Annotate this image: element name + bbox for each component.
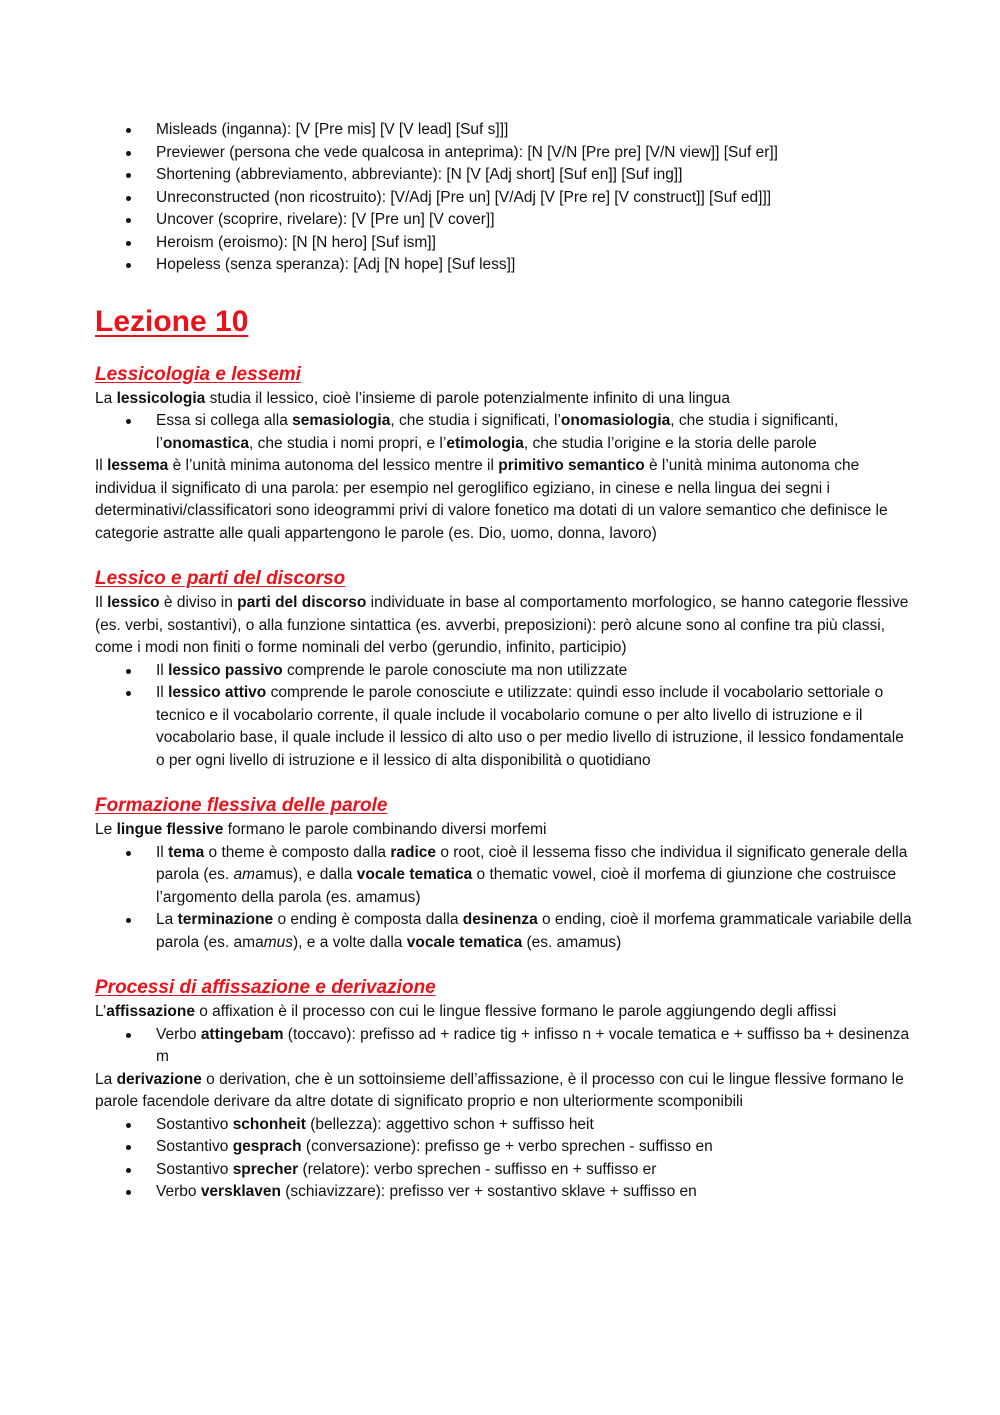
section-heading-lessico: Lessico e parti del discorso — [95, 568, 346, 589]
paragraph: Il lessico è diviso in parti del discorso individuate in base al comportamento morfologico, se hanno categorie flessive (es. verbi, sostantivi), o alla funzione sintattica (es. avverbi, preposizioni): però alcune sono al confine tra più classi, come i modi non finiti o forme nominali del verbo (gerundio, infinito, participio) — [95, 594, 909, 656]
list-item: Uncover (scoprire, rivelare): [V [Pre un] [V cover]] — [95, 209, 915, 232]
list-item: Il lessico passivo comprende le parole conosciute ma non utilizzate — [95, 660, 915, 683]
list-item: Verbo attingebam (toccavo): prefisso ad + radice tig + infisso n + vocale tematica e + suffisso ba + desinenza m — [95, 1024, 915, 1069]
paragraph: La lessicologia studia il lessico, cioè l’insieme di parole potenzialmente infinito di una lingua — [95, 389, 731, 407]
list-item: Hopeless (senza speranza): [Adj [N hope] [Suf less]] — [95, 254, 915, 277]
section-heading-lessicologia: Lessicologia e lessemi — [95, 363, 301, 385]
paragraph: Le lingue flessive formano le parole combinando diversi morfemi — [95, 821, 547, 838]
list-item: Il tema o theme è composto dalla radice o root, cioè il lessema fisso che individua il significato generale della parola (es. amamus), e dalla vocale tematica o thematic vowel, cioè il morfema di giunzione che costruisce l’argomento della parola (es. amamus) — [95, 842, 915, 910]
paragraph: La derivazione o derivation, che è un sottoinsieme dell’affissazione, è il processo con cui le lingue flessive formano le parole facendole derivare da altre dotate di significato proprio e non ulteriormente scomponibili — [95, 1070, 904, 1110]
list-item: Heroism (eroismo): [N [N hero] [Suf ism]] — [95, 232, 915, 255]
paragraph: Il lessema è l’unità minima autonoma del lessico mentre il primitivo semantico è l’unità minima autonoma che individua il significato di una parola: per esempio nel geroglifico egiziano, in cinese e nella lingua dei segni i determinativi/classificatori sono ideogrammi privi di valore fonetico ma dotati di un valore semantico che definisce le categorie astratte alle quali appartengono le parole (es. Dio, uomo, donna, lavoro) — [95, 457, 888, 542]
list-item: Previewer (persona che vede qualcosa in anteprima): [N [V/N [Pre pre] [V/N view]] [Suf er]] — [95, 142, 915, 165]
bullet-list — [95, 410, 915, 455]
list-item: Misleads (inganna): [V [Pre mis] [V [V lead] [Suf s]]] — [95, 119, 915, 142]
list-item: Sostantivo sprecher (relatore): verbo sprechen - suffisso en + suffisso er — [95, 1159, 915, 1182]
list-item: Il lessico attivo comprende le parole conosciute e utilizzate: quindi esso include il vocabolario settoriale o tecnico e il vocabolario corrente, il quale include il vocabolario comune o per alto livello di istruzione e il vocabolario base, il quale include il lessico di alto uso o per medio livello di istruzione, il lessico fondamentale o per ogni livello di istruzione e il lessico di alta disponibilità o quotidiano — [95, 682, 915, 772]
list-item: Sostantivo gesprach (conversazione): prefisso ge + verbo sprechen - suffisso en — [95, 1136, 915, 1159]
bullet-list — [95, 660, 915, 773]
list-item: Verbo versklaven (schiavizzare): prefisso ver + sostantivo sklave + suffisso en — [95, 1181, 915, 1204]
list-item: Unreconstructed (non ricostruito): [V/Adj [Pre un] [V/Adj [V [Pre re] [V construct]] [Suf ed]]] — [95, 187, 915, 210]
list-item: La terminazione o ending è composta dalla desinenza o ending, cioè il morfema grammaticale variabile della parola (es. amamus), e a volte dalla vocale tematica (es. amamus) — [95, 909, 915, 954]
bullet-list — [95, 842, 915, 955]
list-item: Shortening (abbreviamento, abbreviante): [N [V [Adj short] [Suf en]] [Suf ing]] — [95, 164, 915, 187]
morphology-example-list — [95, 119, 915, 277]
list-item: Sostantivo schonheit (bellezza): aggettivo schon + suffisso heit — [95, 1114, 915, 1137]
bullet-list — [95, 1024, 915, 1069]
paragraph: L’affissazione o affixation è il processo con cui le lingue flessive formano le parole aggiungendo degli affissi — [95, 1003, 837, 1020]
section-heading-affissazione: Processi di affissazione e derivazione — [95, 977, 436, 998]
bullet-list — [95, 1114, 915, 1204]
lesson-title: Lezione 10 — [95, 304, 249, 338]
section-heading-formazione: Formazione flessiva delle parole — [95, 795, 388, 816]
list-item: Essa si collega alla semasiologia, che studia i significati, l’onomasiologia, che studia i significanti, l’onomastica, che studia i nomi propri, e l’etimologia, che studia l’origine e la storia delle parole — [95, 410, 915, 455]
page-content — [95, 119, 915, 1204]
